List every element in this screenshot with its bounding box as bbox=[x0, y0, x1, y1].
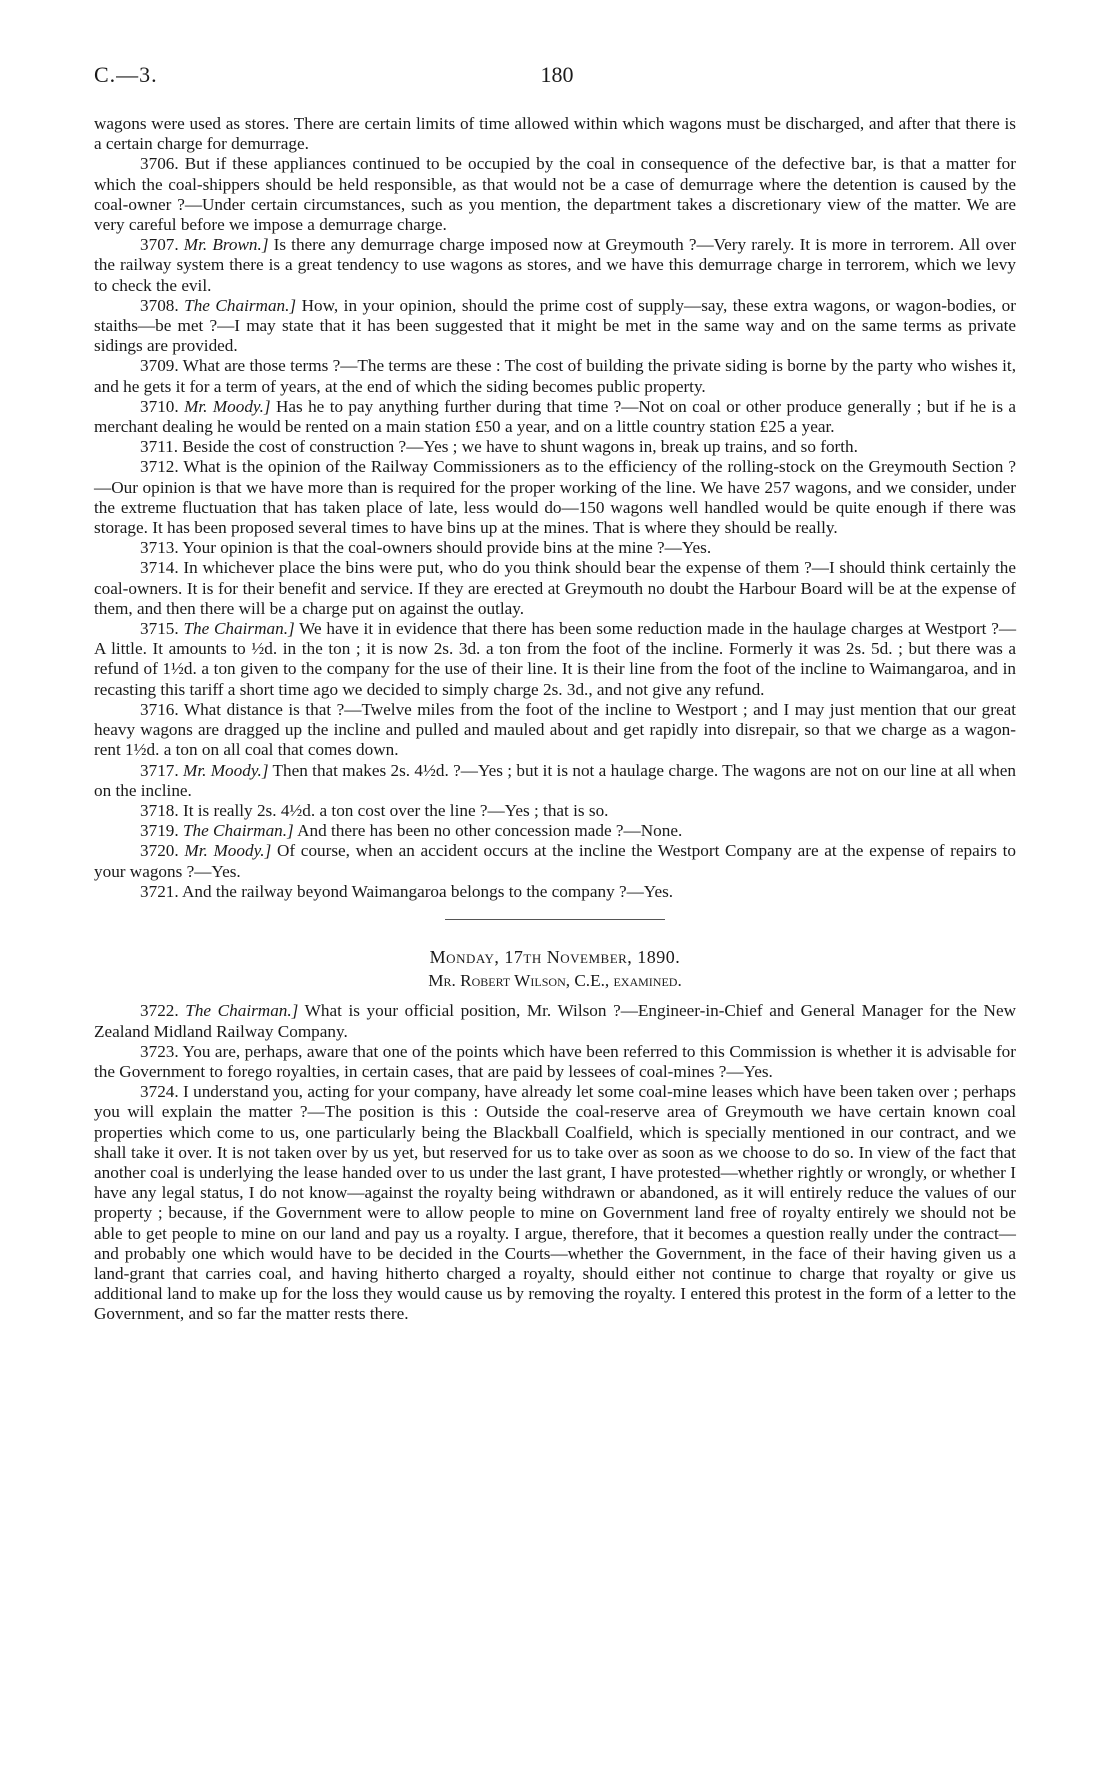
question-paragraph bbox=[94, 1001, 1016, 1041]
speaker-name: Mr. Moody.] bbox=[184, 396, 271, 416]
section-divider bbox=[445, 919, 665, 920]
question-paragraph: 3714. In whichever place the bins were put, who do you think should bear the expense of them ?—I should think certainly the coal-owners. It is for their benefit and service. If they are erected at Greymouth no doubt the Harbour Board will be at the expense of them, and then there will be a charge put on against the outlay. bbox=[94, 558, 1016, 618]
question-paragraph bbox=[94, 619, 1016, 700]
question-paragraph bbox=[94, 235, 1016, 296]
question-paragraph bbox=[94, 841, 1016, 881]
speaker-name: The Chairman.] bbox=[185, 1001, 299, 1021]
question-number: 3708. bbox=[140, 295, 185, 315]
speaker-name: Mr. Moody.] bbox=[184, 841, 272, 861]
question-paragraph: 3721. And the railway beyond Waimangaroa belongs to the company ?—Yes. bbox=[140, 881, 674, 901]
question-paragraph: 3712. What is the opinion of the Railway Commissioners as to the efficiency of the rolling-stock on the Greymouth Section ?—Our opinion is that we have more than is required for the proper working of the line. We have 257 wagons, and we consider, under the extreme fluctuation that has taken place of late, less would do—150 wagons well handled would be quite enough if there was storage. It has been proposed several times to have bins up at the mines. That is where they should be really. bbox=[94, 457, 1016, 538]
document-reference: C.—3. bbox=[94, 62, 158, 87]
question-paragraph: 3716. What distance is that ?—Twelve miles from the foot of the incline to Westport ; and I may just mention that our great heavy wagons are dragged up the incline and pulled and mauled about and get rapidly into disrepair, so that we charge as a wagon-rent 1½d. a ton on all coal that comes down. bbox=[94, 699, 1016, 760]
paragraph-text: What is your official position, Mr. Wilson ?—Engineer-in-Chief and General Manager for the New Zealand Midland Railway Company. bbox=[94, 1001, 1017, 1041]
question-number: 3717. bbox=[140, 760, 184, 780]
question-paragraph: 3706. But if these appliances continued to be occupied by the coal in consequence of the defective bar, is that a matter for which the coal-shippers should be held responsible, as that would not be a case of demurrage where the detention is caused by the coal-owner ?—Under certain circumstances, such as you mention, the department takes a discretionary view of the matter. We are very careful before we impose a demurrage charge. bbox=[94, 154, 1016, 235]
question-number: 3719. bbox=[140, 821, 183, 841]
question-paragraph bbox=[94, 761, 1016, 801]
question-number: 3715. bbox=[140, 619, 184, 639]
speaker-name: Mr. Brown.] bbox=[183, 235, 269, 255]
page-number: 180 bbox=[540, 62, 574, 87]
evidence-block-1 bbox=[94, 114, 1016, 902]
paragraph-text: How, in your opinion, should the prime cost of supply—say, these extra wagons, or wagon-bodies, or staiths—be met ?—I may state that it has been suggested that it might be met in the same way and on the same terms as private sidings are provided. bbox=[94, 295, 1016, 356]
question-paragraph: 3713. Your opinion is that the coal-owners should provide bins at the mine ?—Yes. bbox=[140, 538, 712, 558]
speaker-name: Mr. Moody.] bbox=[183, 760, 269, 780]
paragraph-text: We have it in evidence that there has been some reduction made in the haulage charges at Westport ?—A little. It amounts to ½d. in the ton ; it is now 2s. 3d. a ton from the foot of the incline. Formerly it was 2s. 5d. ; but there was a refund of 1½d. a ton given to the company for the use of their line. It is their line from the foot of the incline to Waimangaroa, and in recasting this tariff a short time ago we decided to simply charge 2s. 3d., and not give any refund. bbox=[94, 619, 1017, 699]
question-number: 3722. bbox=[140, 1001, 186, 1021]
question-number: 3707. bbox=[140, 235, 184, 255]
question-number: 3710. bbox=[140, 396, 185, 416]
paragraph-text: And there has been no other concession made ?—None. bbox=[293, 821, 683, 841]
speaker-name: The Chairman.] bbox=[182, 821, 294, 841]
question-paragraph: 3718. It is really 2s. 4½d. a ton cost over the line ?—Yes ; that is so. bbox=[140, 800, 609, 820]
page-header bbox=[94, 62, 1020, 92]
question-paragraph: 3709. What are those terms ?—The terms are these : The cost of building the private siding is borne by the party who wishes it, and he gets it for a term of years, at the end of which the siding becomes public property. bbox=[94, 356, 1016, 396]
session-date: Monday, 17th November, 1890. bbox=[429, 946, 681, 967]
paragraph-text: Of course, when an accident occurs at the incline the Westport Company are at the expense of repairs to your wagons ?—Yes. bbox=[94, 841, 1017, 881]
document-body bbox=[94, 114, 1016, 1325]
evidence-block-2 bbox=[94, 1001, 1016, 1324]
question-paragraph: 3724. I understand you, acting for your company, have already let some coal-mine leases which have been taken over ; perhaps you will explain the matter ?—The position is this : Outside the coal-reserve area of Greymouth we have certain known coal properties which come to us, one particularly being the Blackball Coalfield, which is specially mentioned in our contract, and we shall take it over. It is not taken over by us yet, but reserved for us to take over as soon as we choose to do so. In view of the fact that another coal is underlying the lease handed over to us under the last grant, I have protested—whether rightly or wrongly, or whether I have any legal status, I do not know—against the royalty being withdrawn or abandoned, as it will entirely reduce the values of our property ; because, if the Government were to allow people to mine on Government land free of royalty entirely we should not be able to get people to mine on our land and pay us a royalty. I argue, therefore, that it becomes a question really under the contract—and probably one which would have to be decided in the Courts—whether the Government, in the face of their having given us a land-grant that carries coal, and having hitherto charged a royalty, should either not continue to charge that royalty or give us additional land to make up for the loss they would cause us by removing the royalty. I entered this protest in the form of a letter to the Government, and so far the matter rests there. bbox=[94, 1082, 1016, 1324]
paragraph-text: Has he to pay anything further during that time ?—Not on coal or other produce generally ; but if he is a merchant dealing he would be rented on a main station £50 a year, and on a little country station £25 a year. bbox=[94, 396, 1017, 437]
question-paragraph: 3711. Beside the cost of construction ?—Yes ; we have to shunt wagons in, break up trains, and so forth. bbox=[140, 437, 858, 457]
continued-paragraph: wagons were used as stores. There are certain limits of time allowed within which wagons must be discharged, and after that there is a certain charge for demurrage. bbox=[94, 114, 1016, 154]
witness-heading: Mr. Robert Wilson, C.E., examined. bbox=[428, 971, 682, 991]
speaker-name: The Chairman.] bbox=[184, 295, 297, 315]
question-paragraph: 3723. You are, perhaps, aware that one of the points which have been referred to this Commission is whether it is advisable for the Government to forego royalties, in certain cases, that are paid by lessees of coal-mines ?—Yes. bbox=[94, 1041, 1016, 1081]
paragraph-text: Then that makes 2s. 4½d. ?—Yes ; but it is not a haulage charge. The wagons are not on our line at all when on the incline. bbox=[94, 760, 1017, 800]
question-paragraph bbox=[94, 821, 1016, 841]
question-paragraph bbox=[94, 397, 1016, 437]
question-paragraph bbox=[94, 296, 1016, 357]
paragraph-text: Is there any demurrage charge imposed now at Greymouth ?—Very rarely. It is more in terrorem. All over the railway system there is a great tendency to use wagons as stores, and we have this demurrage charge in terrorem, which we levy to check the evil. bbox=[94, 235, 1016, 295]
speaker-name: The Chairman.] bbox=[183, 619, 295, 639]
question-number: 3720. bbox=[140, 841, 185, 861]
